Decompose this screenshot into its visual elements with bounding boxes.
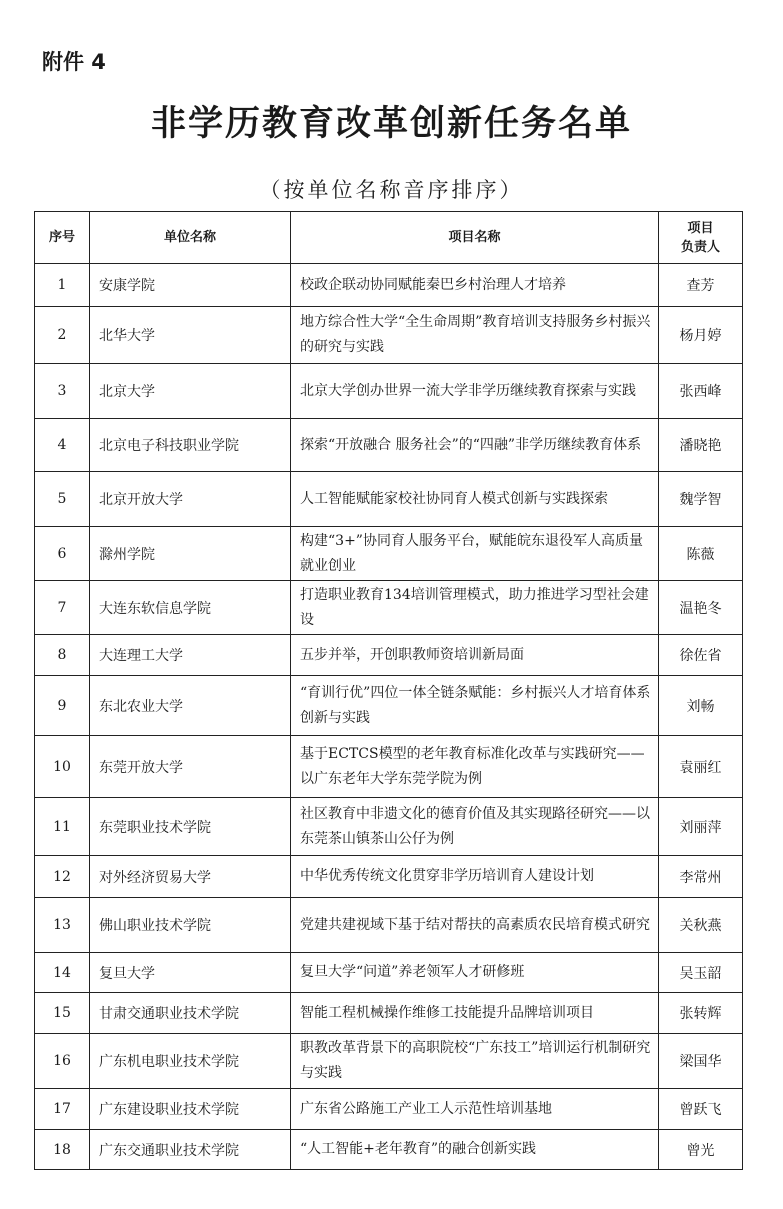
row-leader: 吴玉韶 xyxy=(659,953,743,993)
row-project: 职教改革背景下的高职院校“广东技工”培训运行机制研究与实践 xyxy=(291,1034,659,1089)
document-title: 非学历教育改革创新任务名单 xyxy=(150,104,632,144)
row-leader: 刘畅 xyxy=(659,676,743,736)
row-unit: 佛山职业技术学院 xyxy=(90,898,291,953)
table-row xyxy=(35,798,743,856)
row-index: 17 xyxy=(35,1089,90,1130)
table-row xyxy=(35,472,743,527)
row-index: 11 xyxy=(35,798,90,856)
row-unit: 广东机电职业技术学院 xyxy=(90,1034,291,1089)
row-project: 探索“开放融合 服务社会”的“四融”非学历继续教育体系 xyxy=(291,419,659,472)
row-leader: 徐佐省 xyxy=(659,635,743,676)
row-project: 广东省公路施工产业工人示范性培训基地 xyxy=(291,1089,659,1130)
row-index: 18 xyxy=(35,1130,90,1170)
row-unit: 广东交通职业技术学院 xyxy=(90,1130,291,1170)
row-leader: 杨月婷 xyxy=(659,307,743,364)
table-header-row xyxy=(35,212,743,264)
row-project: “育训行优”四位一体全链条赋能：乡村振兴人才培育体系创新与实践 xyxy=(291,676,659,736)
row-leader: 刘丽萍 xyxy=(659,798,743,856)
row-index: 10 xyxy=(35,736,90,798)
row-unit: 北京电子科技职业学院 xyxy=(90,419,291,472)
header-leader xyxy=(659,212,743,264)
row-project: 中华优秀传统文化贯穿非学历培训育人建设计划 xyxy=(291,856,659,898)
row-project: 地方综合性大学“全生命周期”教育培训支持服务乡村振兴的研究与实践 xyxy=(291,307,659,364)
attachment-label: 附件 4 xyxy=(42,50,106,74)
row-index: 9 xyxy=(35,676,90,736)
header-project: 项目名称 xyxy=(291,212,659,264)
row-project: 五步并举，开创职教师资培训新局面 xyxy=(291,635,659,676)
table-row xyxy=(35,307,743,364)
row-index: 14 xyxy=(35,953,90,993)
row-index: 1 xyxy=(35,264,90,307)
row-index: 3 xyxy=(35,364,90,419)
row-leader: 张西峰 xyxy=(659,364,743,419)
row-leader: 关秋燕 xyxy=(659,898,743,953)
table-row xyxy=(35,1089,743,1130)
row-leader: 袁丽红 xyxy=(659,736,743,798)
row-unit: 东莞职业技术学院 xyxy=(90,798,291,856)
table-row xyxy=(35,264,743,307)
table-row xyxy=(35,527,743,581)
table-body xyxy=(35,264,743,1170)
row-leader: 陈薇 xyxy=(659,527,743,581)
row-unit: 安康学院 xyxy=(90,264,291,307)
row-index: 12 xyxy=(35,856,90,898)
table-row xyxy=(35,419,743,472)
row-index: 15 xyxy=(35,993,90,1034)
row-unit: 大连理工大学 xyxy=(90,635,291,676)
row-unit: 北京大学 xyxy=(90,364,291,419)
row-leader: 魏学智 xyxy=(659,472,743,527)
row-leader: 查芳 xyxy=(659,264,743,307)
row-leader: 温艳冬 xyxy=(659,581,743,635)
row-unit: 东莞开放大学 xyxy=(90,736,291,798)
header-unit: 单位名称 xyxy=(90,212,291,264)
row-unit: 甘肃交通职业技术学院 xyxy=(90,993,291,1034)
table-row xyxy=(35,993,743,1034)
row-unit: 滁州学院 xyxy=(90,527,291,581)
row-index: 2 xyxy=(35,307,90,364)
row-project: 校政企联动协同赋能秦巴乡村治理人才培养 xyxy=(291,264,659,307)
table-row xyxy=(35,1130,743,1170)
row-index: 5 xyxy=(35,472,90,527)
row-project: 打造职业教育134培训管理模式，助力推进学习型社会建设 xyxy=(291,581,659,635)
row-index: 8 xyxy=(35,635,90,676)
row-project: 党建共建视域下基于结对帮扶的高素质农民培育模式研究 xyxy=(291,898,659,953)
row-project: 构建“3+”协同育人服务平台，赋能皖东退役军人高质量就业创业 xyxy=(291,527,659,581)
table-row xyxy=(35,581,743,635)
row-index: 7 xyxy=(35,581,90,635)
row-unit: 北京开放大学 xyxy=(90,472,291,527)
row-unit: 大连东软信息学院 xyxy=(90,581,291,635)
row-project: 复旦大学“问道”养老领军人才研修班 xyxy=(291,953,659,993)
header-leader-line1: 项目 xyxy=(687,220,714,236)
table-row xyxy=(35,953,743,993)
row-unit: 对外经济贸易大学 xyxy=(90,856,291,898)
row-project: 社区教育中非遗文化的德育价值及其实现路径研究——以东莞茶山镇茶山公仔为例 xyxy=(291,798,659,856)
table-row xyxy=(35,898,743,953)
row-leader: 曾光 xyxy=(659,1130,743,1170)
row-leader: 梁国华 xyxy=(659,1034,743,1089)
table-row xyxy=(35,676,743,736)
document-subtitle: （按单位名称音序排序） xyxy=(259,178,524,202)
row-index: 6 xyxy=(35,527,90,581)
row-project: 北京大学创办世界一流大学非学历继续教育探索与实践 xyxy=(291,364,659,419)
task-list-table xyxy=(34,211,743,1170)
table-row xyxy=(35,736,743,798)
row-leader: 张转辉 xyxy=(659,993,743,1034)
table-row xyxy=(35,856,743,898)
row-leader: 曾跃飞 xyxy=(659,1089,743,1130)
row-unit: 复旦大学 xyxy=(90,953,291,993)
row-index: 16 xyxy=(35,1034,90,1089)
table-row xyxy=(35,364,743,419)
row-project: 智能工程机械操作维修工技能提升品牌培训项目 xyxy=(291,993,659,1034)
table-row xyxy=(35,635,743,676)
row-project: “人工智能+老年教育”的融合创新实践 xyxy=(291,1130,659,1170)
row-project: 人工智能赋能家校社协同育人模式创新与实践探索 xyxy=(291,472,659,527)
row-unit: 东北农业大学 xyxy=(90,676,291,736)
row-index: 13 xyxy=(35,898,90,953)
row-leader: 潘晓艳 xyxy=(659,419,743,472)
row-leader: 李常州 xyxy=(659,856,743,898)
row-unit: 北华大学 xyxy=(90,307,291,364)
header-index: 序号 xyxy=(35,212,90,264)
row-unit: 广东建设职业技术学院 xyxy=(90,1089,291,1130)
row-index: 4 xyxy=(35,419,90,472)
table-row xyxy=(35,1034,743,1089)
row-project: 基于ECTCS模型的老年教育标准化改革与实践研究——以广东老年大学东莞学院为例 xyxy=(291,736,659,798)
header-leader-line2: 负责人 xyxy=(680,239,720,255)
